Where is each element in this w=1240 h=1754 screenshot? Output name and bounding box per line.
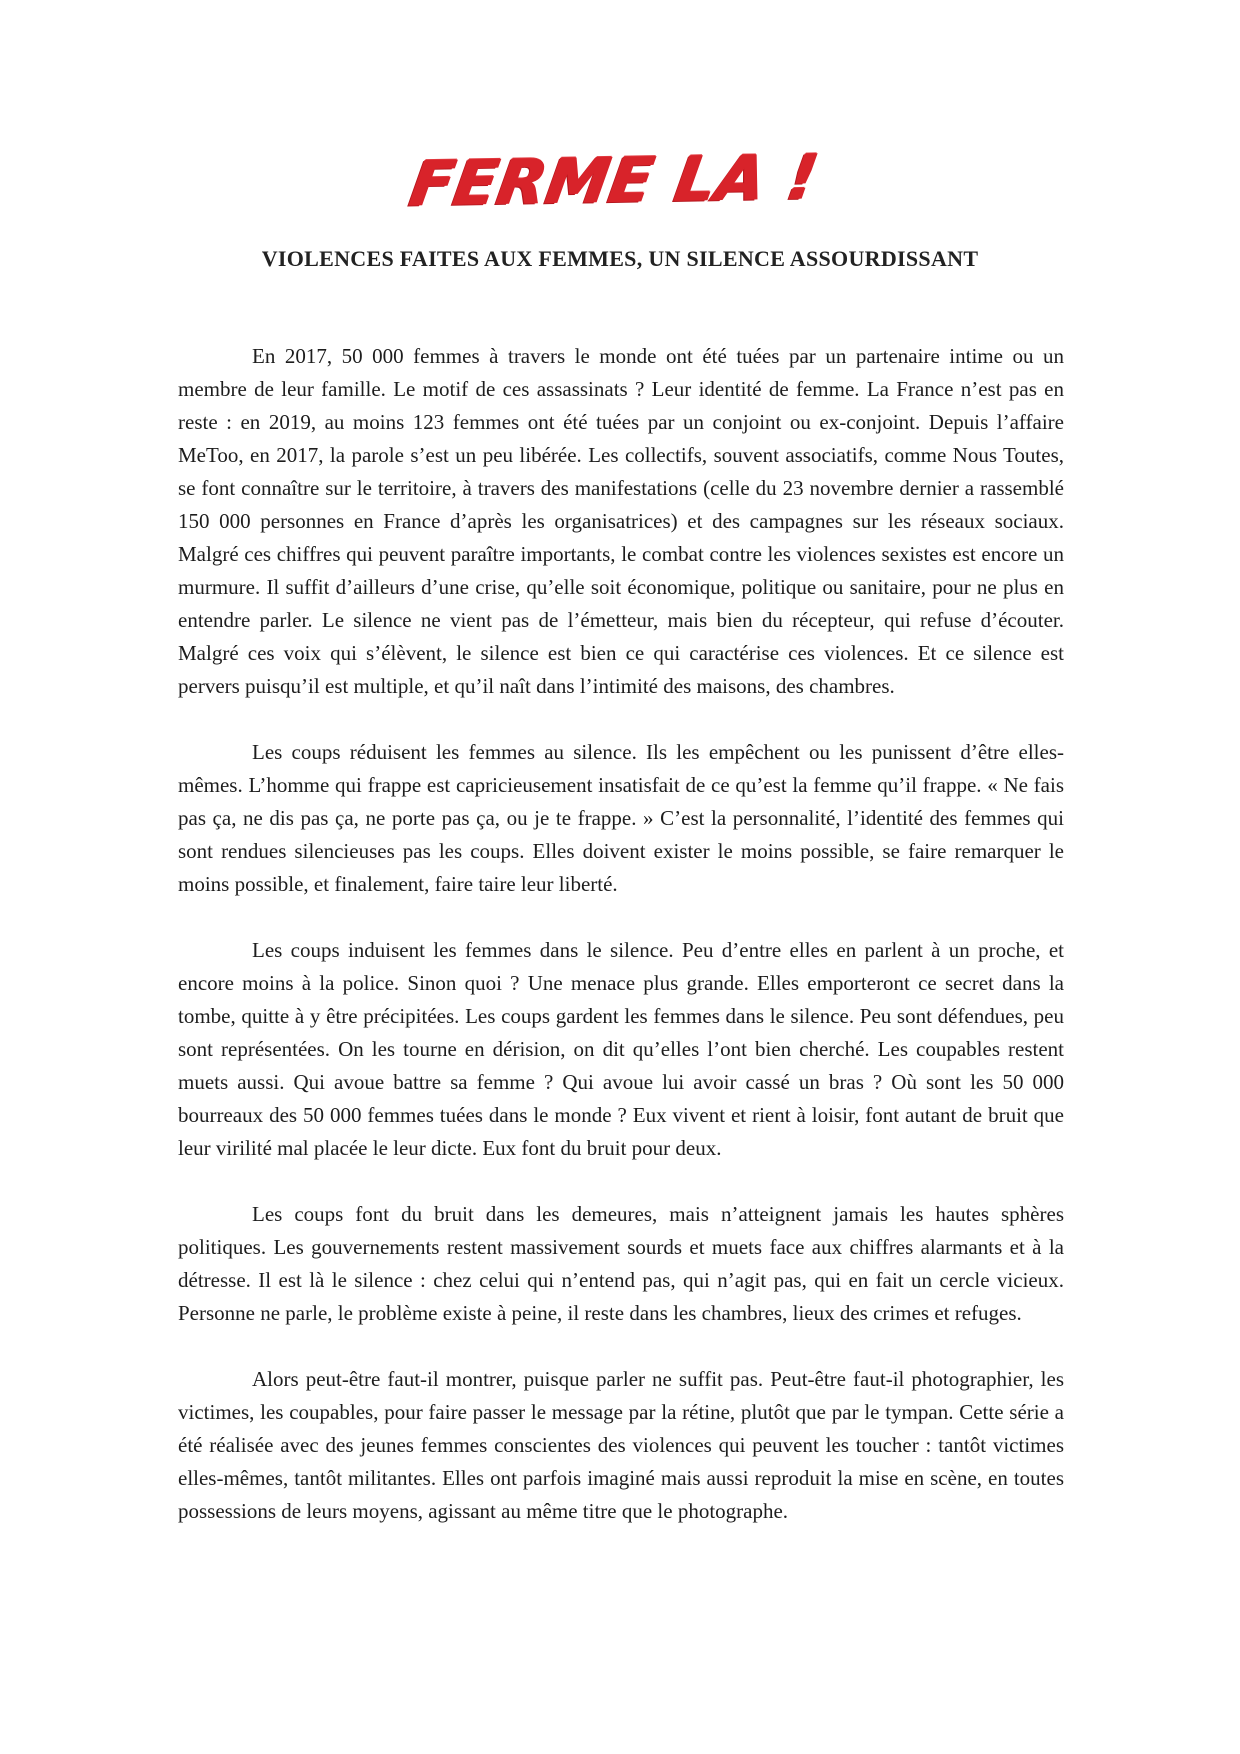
article-body (178, 340, 1064, 1561)
paragraph-coups-bruit: Les coups font du bruit dans les demeures, mais n’atteignent jamais les hautes sphères politiques. Les gouvernements restent massivement sourds et muets face aux chiffres alarmants et à la détresse. Il est là le silence : chez celui qui n’entend pas, qui n’agit pas, qui en fait un cercle vicieux. Personne ne parle, le problème existe à peine, il reste dans les chambres, lieux des crimes et refuges. (178, 1202, 1064, 1325)
paragraph-coups-induisent: Les coups induisent les femmes dans le silence. Peu d’entre elles en parlent à un proche, et encore moins à la police. Sinon quoi ? Une menace plus grande. Elles emporteront ce secret dans la tombe, quitte à y être précipitées. Les coups gardent les femmes dans le silence. Peu sont défendues, peu sont représentées. On les tourne en dérision, on dit qu’elles l’ont bien cherché. Les coupables restent muets aussi. Qui avoue battre sa femme ? Qui avoue lui avoir cassé un bras ? Où sont les 50 000 bourreaux des 50 000 femmes tuées dans le monde ? Eux vivent et rient à loisir, font autant de bruit que leur virilité mal placée le leur dicte. Eux font du bruit pour deux. (178, 938, 1064, 1160)
title-block (0, 140, 1240, 221)
paragraph-intro: En 2017, 50 000 femmes à travers le monde ont été tuées par un partenaire intime ou un membre de leur famille. Le motif de ces assassinats ? Leur identité de femme. La France n’est pas en reste : en 2019, au moins 123 femmes ont été tuées par un conjoint ou ex-conjoint. Depuis l’affaire MeToo, en 2017, la parole s’est un peu libérée. Les collectifs, souvent associatifs, comme Nous Toutes, se font connaître sur le territoire, à travers des manifestations (celle du 23 novembre dernier a rassemblé 150 000 personnes en France d’après les organisatrices) et des campagnes sur les réseaux sociaux. Malgré ces chiffres qui peuvent paraître importants, le combat contre les violences sexistes est encore un murmure. Il suffit d’ailleurs d’une crise, qu’elle soit économique, politique ou sanitaire, pour ne plus en entendre parler. Le silence ne vient pas de l’émetteur, mais bien du récepteur, qui refuse d’écouter. Malgré ces voix qui s’élèvent, le silence est bien ce qui caractérise ces violences. Et ce silence est pervers puisqu’il est multiple, et qu’il naît dans l’intimité des maisons, des chambres. (178, 344, 1064, 698)
brand-title: FERME LA ! (404, 140, 824, 221)
paragraph-montrer: Alors peut-être faut-il montrer, puisque parler ne suffit pas. Peut-être faut-il photographier, les victimes, les coupables, pour faire passer le message par la rétine, plutôt que par le tympan. Cette série a été réalisée avec des jeunes femmes conscientes des violences qui peuvent les toucher : tantôt victimes elles-mêmes, tantôt militantes. Elles ont parfois imaginé mais aussi reproduit la mise en scène, en toutes possessions de leurs moyens, agissant au même titre que le photographe. (178, 1367, 1064, 1523)
paragraph-coups-reduisent: Les coups réduisent les femmes au silence. Ils les empêchent ou les punissent d’être elles-mêmes. L’homme qui frappe est capricieusement insatisfait de ce qu’est la femme qu’il frappe. « Ne fais pas ça, ne dis pas ça, ne porte pas ça, ou je te frappe. » C’est la personnalité, l’identité des femmes qui sont rendues silencieuses pas les coups. Elles doivent exister le moins possible, se faire remarquer le moins possible, et finalement, faire taire leur liberté. (178, 740, 1064, 896)
document-subtitle: VIOLENCES FAITES AUX FEMMES, UN SILENCE ASSOURDISSANT (261, 246, 979, 271)
